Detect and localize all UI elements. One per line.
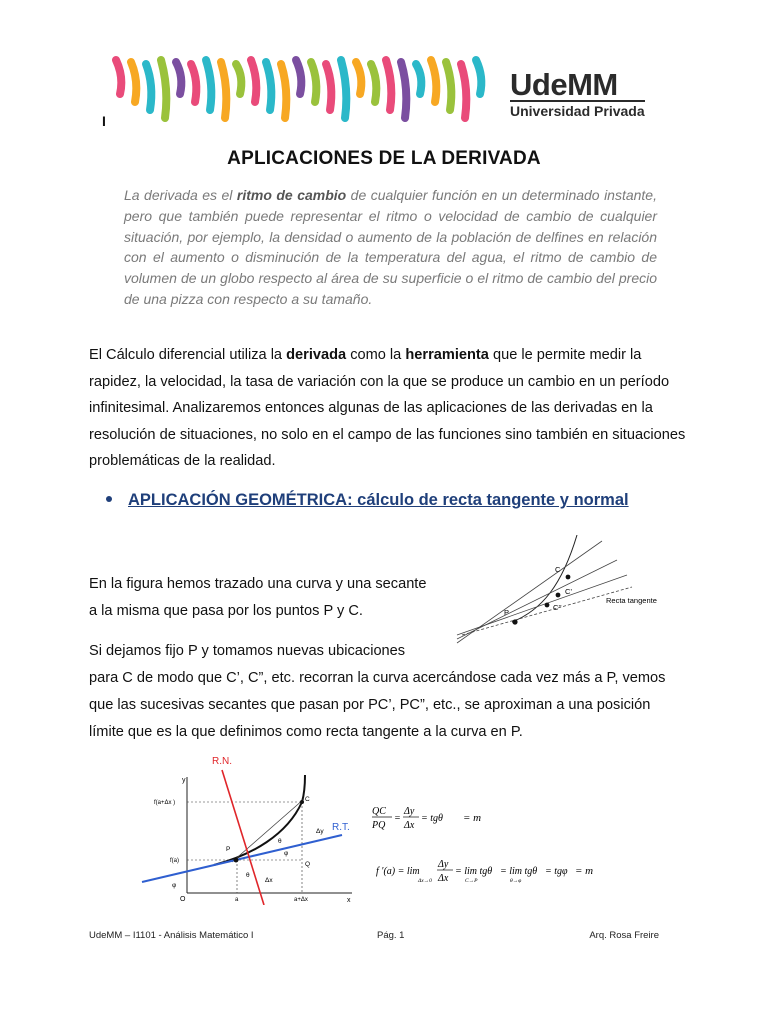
logo-stripe bbox=[461, 64, 466, 118]
label-fadx: f(a+Δx ) bbox=[154, 800, 176, 806]
f2-sub-3: θ→φ bbox=[510, 878, 522, 884]
label-a: a bbox=[235, 897, 239, 903]
logo-stripe bbox=[401, 62, 406, 118]
label-c: C bbox=[305, 796, 310, 803]
point-c2 bbox=[545, 603, 550, 608]
logo-stripe bbox=[296, 60, 301, 94]
label-x: x bbox=[347, 897, 351, 904]
label-adx: a+Δx bbox=[294, 897, 308, 903]
footer-author: Arq. Rosa Freire bbox=[589, 930, 659, 941]
logo-stripe bbox=[131, 62, 136, 102]
logo-stripe bbox=[176, 62, 181, 94]
logo-stripe bbox=[386, 60, 391, 110]
para2-line-6: límite que es la que definimos como recta tangente a la curva en P. bbox=[89, 724, 523, 740]
label-p: P bbox=[504, 608, 510, 617]
f1-numerator: QC bbox=[372, 806, 386, 817]
f1-denominator: PQ bbox=[372, 820, 386, 831]
label-c2: C’’ bbox=[553, 603, 562, 612]
intro-text-post: de cualquier función en un determinado instante, pero que también puede representar el ritmo o velocidad de cambio de cualquier situación, por ejemplo, la densidad o aumento de la población de delfines en relación con el aumento o disminución de la temperatura del agua, el ritmo de cambio de volumen de un globo respecto al área de su superficie o el ritmo de cambio del precio de una pizza con respecto a su tamaño. bbox=[124, 187, 657, 307]
logo-stripe bbox=[206, 60, 211, 110]
logo-stripe bbox=[371, 64, 376, 102]
label-phi-bottom: φ bbox=[172, 882, 177, 889]
udemm-logo-text bbox=[510, 67, 645, 119]
f2-lim-3: = lim tgθ bbox=[500, 866, 538, 877]
f2-m: = m bbox=[575, 865, 594, 877]
text-cursor-mark: I bbox=[102, 113, 106, 129]
para1-text: El Cálculo diferencial utiliza la bbox=[89, 347, 287, 363]
label-rn: R.N. bbox=[212, 756, 232, 767]
label-fa: f(a) bbox=[170, 858, 179, 864]
f1-equals: = bbox=[394, 813, 401, 824]
intro-paragraph bbox=[124, 185, 657, 310]
point-c1 bbox=[556, 593, 561, 598]
logo-stripe bbox=[146, 64, 151, 110]
logo-stripe bbox=[416, 64, 421, 94]
label-rt: R.T. bbox=[332, 822, 350, 833]
logo-stripe bbox=[476, 60, 481, 94]
logo-stripe bbox=[446, 62, 451, 110]
label-y: y bbox=[182, 777, 186, 784]
logo-stripe bbox=[221, 62, 226, 118]
label-p: P bbox=[226, 846, 231, 853]
f1-tail: = tgθ bbox=[421, 813, 443, 824]
f2-numerator: Δy bbox=[438, 859, 449, 870]
logo-stripe bbox=[281, 64, 286, 118]
para2-line-5: que las sucesivas secantes que pasan por PC’, PC”, etc., se aproximan a una posición bbox=[89, 697, 651, 713]
para2-line-3: Si dejamos fijo P y tomamos nuevas ubicaciones bbox=[89, 643, 406, 659]
label-c1: C’ bbox=[565, 587, 573, 596]
logo-stripe bbox=[116, 60, 121, 94]
f2-sub-1: Δx→0 bbox=[418, 878, 432, 884]
logo-stripe bbox=[251, 60, 256, 102]
f2-sub-2: C→P bbox=[465, 878, 478, 884]
udemm-logo-stripes bbox=[110, 52, 490, 122]
brand-name: UdeMM bbox=[510, 67, 618, 102]
para1-text: que le permite medir la rapidez, la velocidad, la tasa de variación con la que se produce un cambio en un período infinitesimal. Analizaremos entonces algunas de las aplicaciones de las derivadas en la resolución de situaciones, no solo en el campo de las funciones sino también en situaciones problemáticas de la realidad. bbox=[89, 347, 686, 469]
logo-stripe bbox=[356, 62, 361, 94]
logo-stripe bbox=[341, 60, 346, 118]
label-theta-top: θ bbox=[278, 838, 282, 845]
logo-stripe bbox=[161, 60, 166, 118]
footer-page-number: Pág. 1 bbox=[377, 930, 405, 941]
label-q: Q bbox=[305, 861, 311, 868]
logo-stripe bbox=[236, 64, 241, 94]
intro-text-pre: La derivada es el bbox=[124, 187, 237, 203]
secant-line-c1 bbox=[457, 560, 617, 639]
para1-text: como la bbox=[346, 347, 406, 363]
bullet-icon bbox=[106, 496, 112, 502]
f1-m: = m bbox=[463, 812, 482, 824]
intro-bold: ritmo de cambio bbox=[236, 187, 347, 203]
section-heading bbox=[106, 491, 629, 510]
footer-course: UdeMM – I1101 - Análisis Matemático I bbox=[89, 930, 254, 941]
point-c bbox=[566, 575, 571, 580]
label-phi-top: φ bbox=[284, 850, 289, 857]
f2-denominator: Δx bbox=[438, 873, 449, 884]
logo-stripe bbox=[266, 62, 271, 110]
point-c bbox=[300, 800, 304, 804]
normal-line-rn bbox=[222, 770, 264, 905]
label-c: C bbox=[555, 565, 561, 574]
para2-line-4: para C de modo que C’, C”, etc. recorran la curva acercándose cada vez más a P, vemos bbox=[89, 670, 666, 686]
body-paragraph-1 bbox=[89, 342, 689, 475]
secant-tangent-figure bbox=[452, 535, 662, 645]
f1-numerator-2: Δy bbox=[404, 806, 415, 817]
point-p bbox=[512, 619, 517, 624]
derivative-formulas bbox=[372, 800, 632, 890]
para2-line-1: En la figura hemos trazado una curva y una secante bbox=[89, 576, 427, 592]
section-heading-text: APLICACIÓN GEOMÉTRICA: cálculo de recta tangente y normal bbox=[128, 491, 629, 509]
para1-bold-herramienta: herramienta bbox=[405, 347, 489, 363]
label-dy: Δy bbox=[316, 828, 324, 835]
label-theta-bottom: θ bbox=[246, 872, 250, 879]
page-title: APLICACIONES DE LA DERIVADA bbox=[227, 148, 541, 169]
para2-line-2: a la misma que pasa por los puntos P y C. bbox=[89, 603, 363, 619]
label-o: O bbox=[180, 896, 186, 903]
para1-bold-derivada: derivada bbox=[286, 347, 347, 363]
point-p bbox=[234, 858, 239, 863]
brand-subtitle: Universidad Privada bbox=[510, 100, 645, 119]
logo-stripe bbox=[431, 60, 436, 102]
f2-tail: = tgφ bbox=[545, 866, 568, 877]
f2-lim-2: = lim tgθ bbox=[455, 866, 493, 877]
secant-line-c2 bbox=[457, 575, 627, 635]
logo-stripe bbox=[311, 62, 316, 102]
logo-stripe bbox=[191, 64, 196, 102]
tangent-normal-diagram bbox=[132, 755, 372, 905]
label-dx: Δx bbox=[265, 877, 273, 884]
f1-denominator-2: Δx bbox=[404, 820, 415, 831]
label-tangent: Recta tangente bbox=[606, 596, 657, 605]
logo-stripe bbox=[326, 64, 331, 110]
f2-head: f ′(a) = lim bbox=[376, 866, 420, 877]
